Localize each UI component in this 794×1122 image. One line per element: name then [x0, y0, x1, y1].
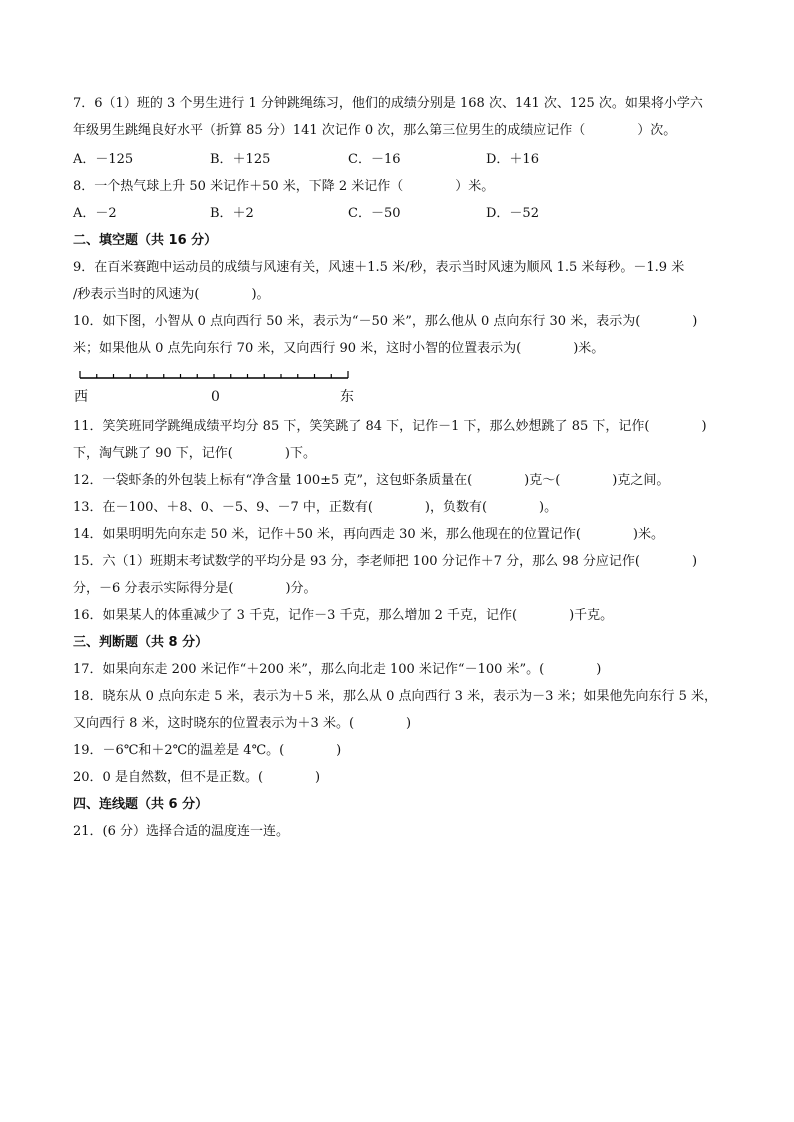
q7-option-b: B．＋125: [210, 152, 271, 167]
q18-line2: 又向西行 8 米，这时晓东的位置表示为＋3 米。( ): [73, 716, 412, 731]
q8-option-d: D．－52: [486, 206, 539, 221]
number-line-zero-label: 0: [211, 389, 220, 405]
q10-line2: 米；如果他从 0 点先向东行 70 米，又向西行 90 米，这时小智的位置表示为( )米。: [73, 341, 605, 356]
section4-title: 四、连线题（共 6 分）: [73, 797, 209, 812]
q10-line1: 10．如下图，小智从 0 点向西行 50 米，表示为“－50 米”，那么他从 0 点向东行 30 米，表示为( ): [73, 314, 698, 329]
q19-line1: 19．－6℃和＋2℃的温差是 4℃。( ): [73, 743, 342, 758]
q16-line1: 16．如果某人的体重减少了 3 千克，记作－3 千克，那么增加 2 千克，记作( )千克。: [73, 608, 614, 623]
q12-line1: 12．一袋虾条的外包装上标有“净含量 100±5 克”，这包虾条质量在( )克～( )克之间。: [73, 473, 670, 488]
q15-line1: 15．六（1）班期末考试数学的平均分是 93 分，李老师把 100 分记作＋7 分，那么 98 分应记作( ): [73, 554, 698, 569]
q18-line1: 18．晓东从 0 点向东走 5 米，表示为＋5 米，那么从 0 点向西行 3 米，表示为－3 米；如果他先向东行 5 米，: [73, 689, 718, 704]
q9-line1: 9．在百米赛跑中运动员的成绩与风速有关，风速＋1.5 米/秒，表示当时风速为顺风 1.5 米每秒。－1.9 米: [73, 260, 685, 275]
section2-title: 二、填空题（共 16 分）: [73, 233, 218, 248]
number-line-east-label: 东: [340, 389, 354, 405]
q7-line1: 7．6（1）班的 3 个男生进行 1 分钟跳绳练习，他们的成绩分别是 168 次、141 次、125 次。如果将小学六: [73, 96, 703, 111]
q15-line2: 分，－6 分表示实际得分是( )分。: [73, 581, 317, 596]
q7-option-c: C．－16: [348, 152, 401, 167]
q8-option-a: A．－2: [73, 206, 117, 221]
q8-option-c: C．－50: [348, 206, 401, 221]
q7-option-d: D．＋16: [486, 152, 539, 167]
number-line: [78, 368, 350, 388]
q17-line1: 17．如果向东走 200 米记作“＋200 米”，那么向北走 100 米记作“－100 米”。( ): [73, 662, 602, 677]
q8-option-b: B．＋2: [210, 206, 254, 221]
number-line-west-label: 西: [74, 389, 88, 405]
q11-line2: 下，淘气跳了 90 下，记作( )下。: [73, 446, 316, 461]
q21-line1: 21．(6 分）选择合适的温度连一连。: [73, 824, 290, 839]
section3-title: 三、判断题（共 8 分）: [73, 635, 209, 650]
q13-line1: 13．在－100、＋8、0、－5、9、－7 中，正数有( )，负数有( )。: [73, 500, 558, 515]
q9-line2: /秒表示当时的风速为( )。: [73, 287, 270, 302]
q7-line2: 年级男生跳绳良好水平（折算 85 分）141 次记作 0 次，那么第三位男生的成绩应记作（ ）次。: [73, 123, 677, 138]
q7-option-a: A．－125: [73, 152, 134, 167]
q8-line1: 8．一个热气球上升 50 米记作＋50 米，下降 2 米记作（ ）米。: [73, 179, 495, 194]
q20-line1: 20．0 是自然数，但不是正数。( ): [73, 770, 321, 785]
q11-line1: 11．笑笑班同学跳绳成绩平均分 85 下，笑笑跳了 84 下，记作－1 下，那么妙想跳了 85 下，记作( ): [73, 419, 707, 434]
q14-line1: 14．如果明明先向东走 50 米，记作＋50 米，再向西走 30 米，那么他现在的位置记作( )米。: [73, 527, 664, 542]
number-line-ticks: [80, 371, 348, 378]
